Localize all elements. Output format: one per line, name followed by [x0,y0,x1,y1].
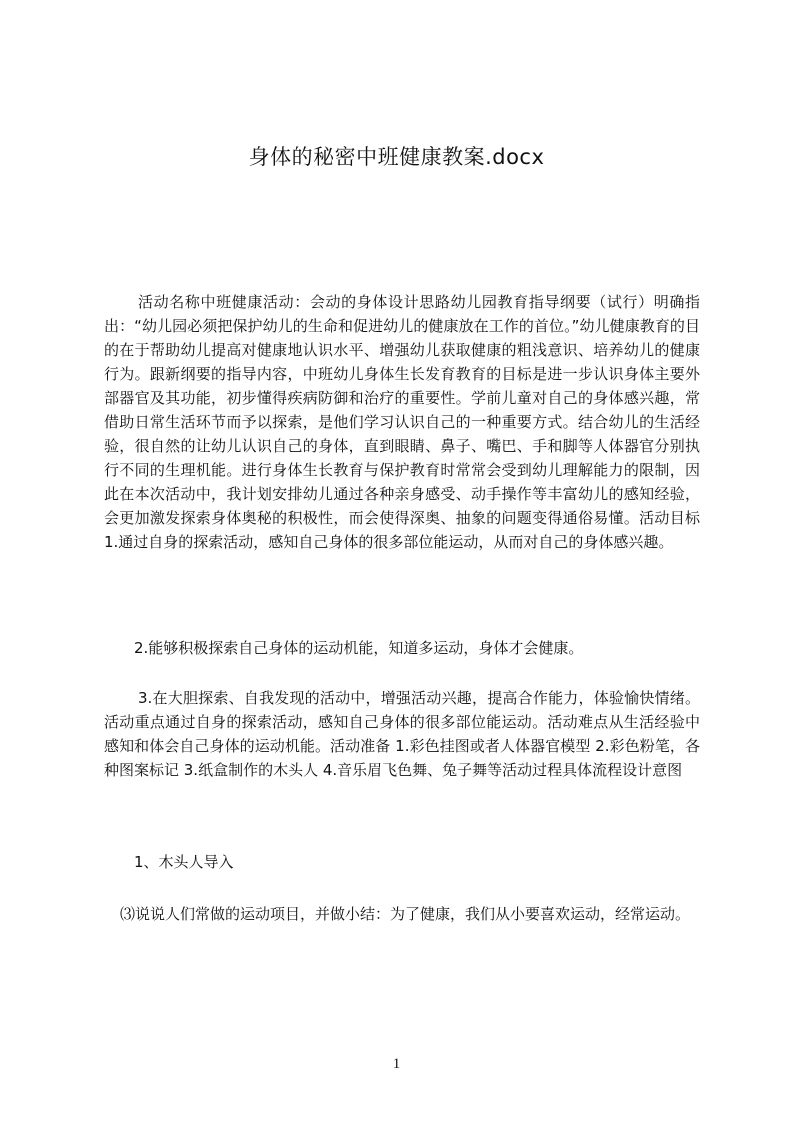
paragraph-step-3-summary: ⑶说说人们常做的运动项目，并做小结：为了健康，我们从小要喜欢运动，经常运动。 [120,905,691,923]
page-number: 1 [392,1056,401,1072]
paragraph-step-1-heading: 1、木头人导入 [134,853,234,871]
paragraph-activity-overview: 活动名称中班健康活动：会动的身体设计思路幼儿园教育指导纲要（试行）明确指出：“幼儿园必须把保护幼儿的生命和促进幼儿的健康放在工作的首位。”幼儿健康教育的目的在于帮助幼儿提高对健康地认识水平、增强幼儿获取健康的粗浅意识、培养幼儿的健康行为。跟新纲要的指导内容，中班幼儿身体生长发育教育的目标是进一步认识身体主要外部器官及其功能，初步懂得疾病防御和治疗的重要性。学前儿童对自己的身体感兴趣，常借助日常生活环节而予以探索，是他们学习认识自己的一种重要方式。结合幼儿的生活经验，很自然的让幼儿认识自己的身体，直到眼睛、鼻子、嘴巴、手和脚等人体器官分别执行不同的生理机能。进行身体生长教育与保护教育时常常会受到幼儿理解能力的限制，因此在本次活动中，我计划安排幼儿通过各种亲身感受、动手操作等丰富幼儿的感知经验，会更加激发探索身体奥秘的积极性，而会使得深奥、抽象的问题变得通俗易懂。活动目标 1.通过自身的探索活动，感知自己身体的很多部位能运动，从而对自己的身体感兴趣。 [104,293,700,551]
paragraph-goal-3: 3.在大胆探索、自我发现的活动中，增强活动兴趣，提高合作能力，体验愉快情绪。活动重点通过自身的探索活动，感知自己身体的很多部位能运动。活动难点从生活经验中感知和体会自己身体的运动机能。活动准备 1.彩色挂图或者人体器官模型 2.彩色粉笔，各种图案标记 3.纸盒制作的木头人 4.音乐眉飞色舞、兔子舞等活动过程具体流程设计意图 [104,689,700,779]
paragraph-goal-2: 2.能够积极探索自己身体的运动机能，知道多运动，身体才会健康。 [134,639,584,657]
document-title: 身体的秘密中班健康教案.docx [248,145,545,169]
